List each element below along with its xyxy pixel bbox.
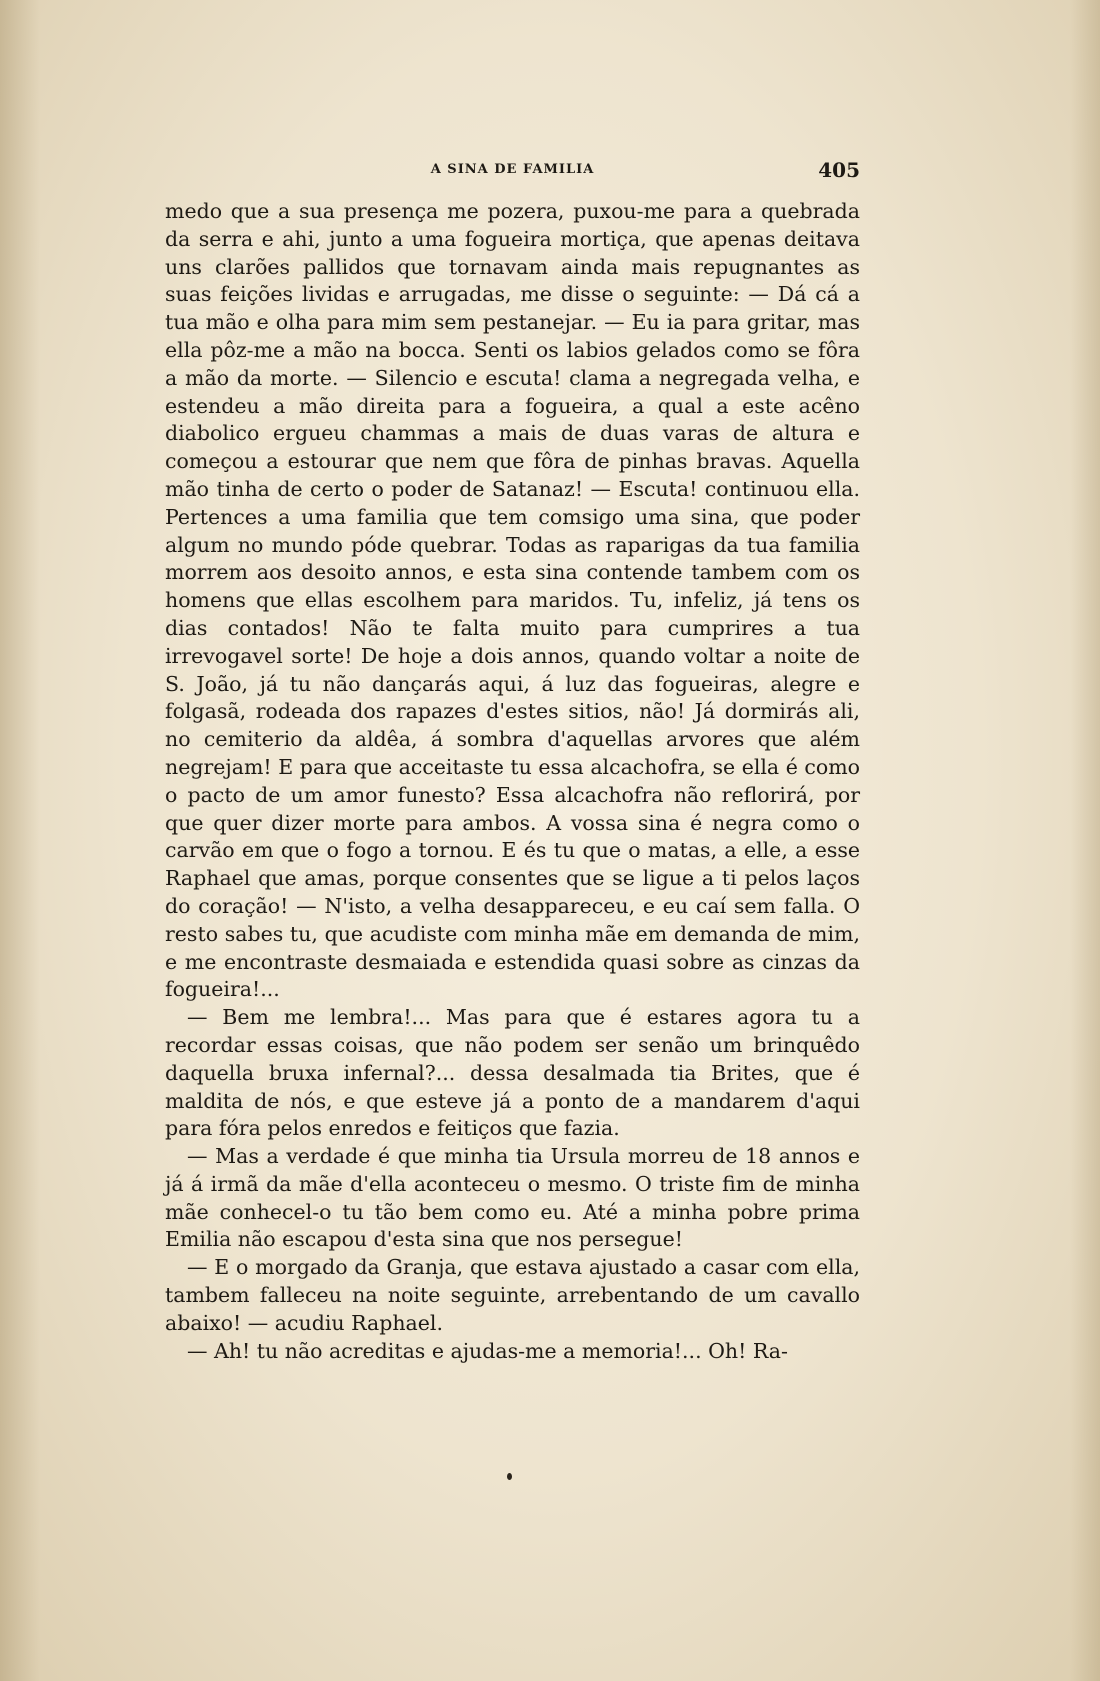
running-title: A SINA DE FAMILIA	[430, 162, 595, 177]
paragraph: — Mas a verdade é que minha tia Ursula morreu de 18 annos e já á irmã da mãe d'ella aconteceu o mesmo. O triste fim de minha mãe conhecel-o tu tão bem como eu. Até a minha pobre prima Emilia não escapou d'esta sina que nos persegue!	[165, 1144, 860, 1252]
paragraph: medo que a sua presença me pozera, puxou-me para a quebrada da serra e ahi, junto a uma fogueira mortiça, que apenas deitava uns clarões pallidos que tornavam ainda mais repugnantes as suas feições lividas e arrugadas, me disse o seguinte: — Dá cá a tua mão e olha para mim sem pestanejar. — Eu ia para gritar, mas ella pôz-me a mão na bocca. Senti os labios gelados como se fôra a mão da morte. — Silencio e escuta! clama a negregada velha, e estendeu a mão direita para a fogueira, a qual a este acêno diabolico ergueu chammas a mais de duas varas de altura e começou a estourar que nem que fôra de pinhas bravas. Aquella mão tinha de certo o poder de Satanaz! — Escuta! continuou ella. Pertences a uma familia que tem comsigo uma sina, que poder algum no mundo póde quebrar. Todas as raparigas da tua familia morrem aos desoito annos, e esta sina contende tambem com os homens que ellas escolhem para maridos. Tu, infeliz, já tens os dias contados! Não te falta muito para cumprires a tua irrevogavel sorte! De hoje a dois annos, quando voltar a noite de S. João, já tu não dançarás aqui, á luz das fogueiras, alegre e folgasã, rodeada dos rapazes d'estes sitios, não! Já dormirás ali, no cemiterio da aldêa, á sombra d'aquellas arvores que além negrejam! E para que acceitaste tu essa alcachofra, se ella é como o pacto de um amor funesto? Essa alcachofra não reflorirá, por que quer dizer morte para ambos. A vossa sina é negra como o carvão em que o fogo a tornou. E és tu que o matas, a elle, a esse Raphael que amas, porque consentes que se ligue a ti pelos laços do coração! — N'isto, a velha desappareceu, e eu caí sem falla. O resto sabes tu, que acudiste com minha mãe em demanda de mim, e me encontraste desmaiada e estendida quasi sobre as cinzas da fogueira!...	[165, 199, 860, 1002]
page-number: 405	[818, 158, 860, 182]
body-text	[165, 198, 860, 1365]
page-shadow-left	[0, 0, 40, 1681]
page-shadow-right	[1070, 0, 1100, 1681]
paragraph: — E o morgado da Granja, que estava ajustado a casar com ella, tambem falleceu na noite seguinte, arrebentando de um cavallo abaixo! — acudiu Raphael.	[165, 1255, 860, 1335]
ink-mark	[507, 1473, 512, 1480]
paragraph: — Ah! tu não acreditas e ajudas-me a memoria!... Oh! Ra-	[187, 1338, 788, 1363]
page-header	[165, 158, 860, 182]
paragraph: — Bem me lembra!... Mas para que é estares agora tu a recordar essas coisas, que não podem ser senão um brinquêdo daquella bruxa infernal?... dessa desalmada tia Brites, que é maldita de nós, e que esteve já a ponto de a mandarem d'aqui para fóra pelos enredos e feitiços que fazia.	[165, 1005, 860, 1141]
